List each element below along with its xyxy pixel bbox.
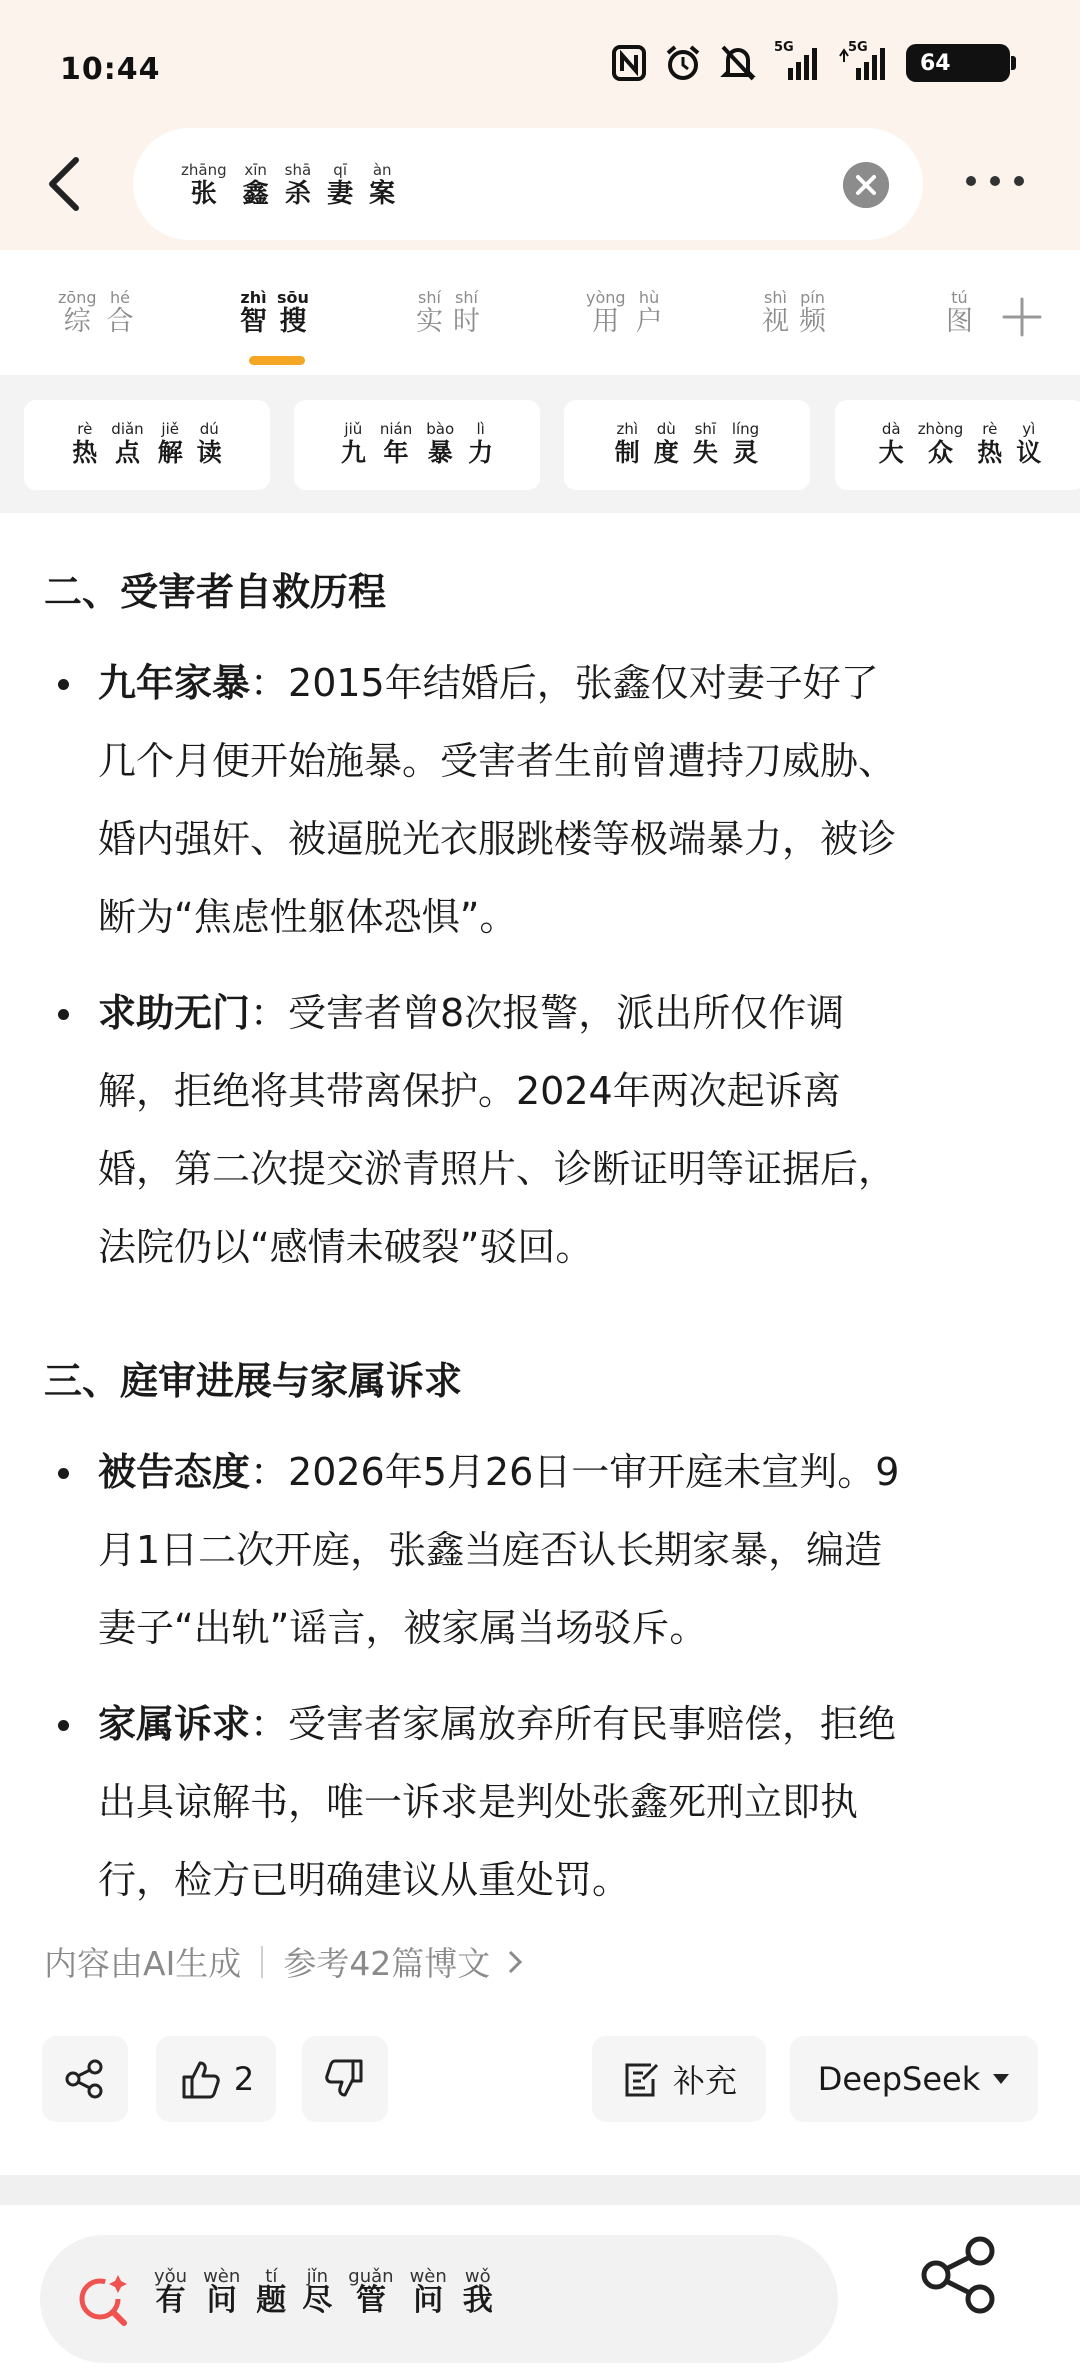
ruby-char (277, 290, 309, 338)
hanzi: 点 (114, 438, 140, 467)
hanzi: 视 (762, 306, 789, 337)
pinyin: yòng (586, 288, 626, 307)
list-item (98, 974, 1048, 1286)
hanzi: 尽 (302, 2283, 333, 2318)
pinyin: tú (951, 288, 968, 307)
signal-group-2 (838, 40, 888, 82)
hanzi: 问 (413, 2283, 444, 2318)
item-lead: 九年家暴 (98, 661, 251, 705)
search-tab[interactable] (416, 290, 480, 338)
ruby-char (181, 162, 227, 210)
item-line: 婚内强奸、被逼脱光衣服跳楼等极端暴力，被诊 (98, 817, 897, 861)
pinyin: jiě (161, 420, 179, 438)
item-lead: 被告态度 (98, 1450, 251, 1494)
nfc-icon (612, 45, 646, 81)
ruby-char (256, 2266, 287, 2318)
ruby-char (58, 290, 96, 338)
pinyin: lì (476, 420, 485, 438)
pinyin: jǐn (306, 2266, 328, 2287)
ruby-char (197, 421, 222, 469)
network-label-1: 5G (774, 40, 794, 55)
hanzi: 鑫 (242, 179, 269, 209)
ruby-char (409, 2266, 447, 2318)
status-icons (612, 40, 1010, 82)
pinyin: rè (982, 420, 998, 438)
pinyin: jiǔ (344, 420, 363, 438)
ruby-char (762, 290, 789, 338)
reference-link[interactable]: 参考42篇博文 (283, 1944, 491, 1983)
item-line: 法院仍以“感情未破裂”驳回。 (98, 1225, 594, 1269)
ruby-char (327, 162, 353, 210)
topic-chips-bar (0, 375, 1080, 513)
pinyin: dù (656, 420, 676, 438)
pinyin: dà (881, 420, 901, 438)
hanzi: 热 (977, 438, 1003, 467)
hanzi: 热 (72, 438, 98, 467)
ai-search-icon (74, 2269, 134, 2329)
item-lead: 求助无门 (98, 991, 251, 1035)
list-item (98, 1433, 1048, 1667)
pinyin: wèn (409, 2266, 447, 2287)
supplement-button[interactable] (592, 2036, 766, 2122)
share-icon (63, 2057, 107, 2101)
hanzi: 频 (799, 306, 826, 337)
network-label-2: 5G (848, 40, 868, 55)
tabs-bar (0, 250, 1080, 375)
answer-actions (0, 2036, 1080, 2126)
item-line: 解，拒绝将其带离保护。2024年两次起诉离 (98, 1069, 841, 1113)
ruby-char (586, 290, 626, 338)
topic-chip[interactable] (564, 400, 810, 490)
thumbs-down-icon (323, 2057, 367, 2101)
hanzi: 众 (927, 438, 953, 467)
search-input[interactable] (133, 128, 923, 240)
hanzi: 九 (340, 438, 366, 467)
item-line: 婚，第二次提交淤青照片、诊断证明等证据后， (98, 1147, 897, 1191)
ruby-char (341, 421, 366, 469)
pinyin: zhì (616, 420, 639, 438)
clear-search-icon[interactable] (843, 162, 889, 208)
item-line: 月1日二次开庭，张鑫当庭否认长期家暴，编造 (98, 1528, 883, 1572)
search-tab[interactable] (240, 290, 309, 338)
pinyin: zōng (58, 288, 97, 307)
pinyin: rè (77, 420, 93, 438)
bullet-dot (58, 1720, 78, 1740)
pinyin: shī (694, 420, 717, 438)
search-tab[interactable] (58, 290, 133, 338)
pinyin: shā (284, 161, 312, 179)
pinyin: shì (764, 288, 787, 307)
pinyin: tí (265, 2266, 278, 2287)
pinyin: zhāng (181, 161, 227, 179)
list-item (98, 644, 1048, 956)
divider (261, 1946, 263, 1978)
pinyin: hù (638, 288, 660, 307)
signal-group-1 (774, 40, 820, 82)
hanzi: 智 (240, 306, 267, 337)
ask-placeholder (154, 2266, 493, 2318)
pinyin: diǎn (111, 420, 144, 438)
pinyin: sōu (277, 288, 309, 307)
chevron-right-icon[interactable] (500, 1947, 530, 1977)
list-item (98, 1685, 1048, 1919)
hanzi: 暴 (427, 438, 453, 467)
ruby-char (654, 421, 679, 469)
topic-chip[interactable] (294, 400, 540, 490)
like-count: 2 (233, 2060, 255, 2098)
hanzi: 搜 (279, 306, 307, 337)
alarm-icon (664, 44, 702, 82)
ruby-char (468, 421, 493, 469)
hanzi: 合 (106, 306, 134, 337)
hanzi: 妻 (327, 179, 354, 209)
status-time: 10:44 (60, 52, 161, 87)
hanzi: 综 (63, 306, 91, 337)
ruby-char (615, 421, 640, 469)
add-tab-icon[interactable] (1000, 295, 1044, 339)
item-line: 断为“焦虑性躯体恐惧”。 (98, 895, 518, 939)
active-tab-indicator (249, 356, 305, 365)
bullet-dot (58, 1009, 78, 1029)
hanzi: 灵 (733, 438, 759, 467)
ruby-char (416, 290, 443, 338)
pinyin: zhòng (917, 420, 964, 438)
ruby-char (111, 421, 143, 469)
ruby-char (426, 421, 454, 469)
ruby-char (72, 421, 97, 469)
item-line: 妻子“出轨”谣言，被家属当场驳斥。 (98, 1606, 708, 1650)
source-row (44, 1938, 530, 1985)
status-bar (0, 0, 1080, 130)
hanzi: 有 (155, 2283, 186, 2318)
hanzi: 年 (383, 438, 409, 467)
hanzi: 解 (157, 438, 183, 467)
hanzi: 制 (614, 438, 640, 467)
item-line: 行，检方已明确建议从重处罚。 (98, 1858, 631, 1902)
hanzi: 用 (592, 306, 620, 337)
model-selector[interactable] (790, 2036, 1038, 2122)
hanzi: 大 (878, 438, 904, 467)
ruby-char (799, 290, 826, 338)
pinyin: bào (426, 420, 455, 438)
ruby-char (203, 2266, 241, 2318)
hanzi: 实 (416, 306, 443, 337)
ruby-char (636, 290, 663, 338)
pinyin: wèn (203, 2266, 241, 2287)
topic-chip[interactable] (835, 400, 1080, 490)
thumbs-up-icon (178, 2057, 222, 2101)
ruby-char (380, 421, 412, 469)
pinyin: wǒ (464, 2266, 491, 2287)
pinyin: zhì (240, 288, 267, 307)
hanzi: 议 (1016, 438, 1042, 467)
mute-bell-icon (720, 44, 756, 82)
back-arrow-icon[interactable] (38, 152, 94, 216)
ruby-char (946, 290, 973, 338)
item-line: ：受害者家属放弃所有民事赔偿，拒绝 (250, 1702, 897, 1746)
section-divider (0, 2175, 1080, 2205)
supplement-label: 补充 (672, 2062, 737, 2100)
pinyin: líng (731, 420, 760, 438)
section-title-2: 二、受害者自救历程 (44, 570, 387, 614)
search-query (181, 162, 395, 210)
hanzi: 张 (190, 179, 217, 209)
ruby-char (106, 290, 133, 338)
item-lead: 家属诉求 (98, 1702, 251, 1746)
pinyin: shí (455, 288, 478, 307)
ruby-char (154, 2266, 188, 2318)
hanzi: 失 (692, 438, 718, 467)
like-button[interactable] (156, 2036, 276, 2122)
ask-input[interactable] (40, 2235, 838, 2363)
hanzi: 管 (355, 2283, 386, 2318)
ruby-char (240, 290, 267, 338)
share-page-icon[interactable] (920, 2235, 1000, 2315)
ruby-char (918, 421, 964, 469)
hanzi: 时 (453, 306, 480, 337)
search-tab[interactable] (586, 290, 663, 338)
item-line: ：2026年5月26日一审开庭未宣判。9 (250, 1450, 900, 1494)
battery-indicator (906, 44, 1010, 82)
bullet-dot (58, 679, 78, 699)
pinyin: xīn (244, 161, 267, 179)
share-button[interactable] (42, 2036, 128, 2122)
ai-generated-note: 内容由AI生成 (44, 1944, 242, 1983)
pinyin: qī (333, 161, 347, 179)
item-line: 几个月便开始施暴。受害者生前曾遭持刀威胁、 (98, 739, 897, 783)
ruby-char (879, 421, 904, 469)
search-row (0, 128, 1080, 246)
topic-chip[interactable] (24, 400, 270, 490)
item-line: ：受害者曾8次报警，派出所仅作调 (250, 991, 845, 1035)
header-area (0, 0, 1080, 250)
pinyin: guǎn (348, 2266, 394, 2287)
pinyin: pín (800, 288, 825, 307)
dislike-button[interactable] (302, 2036, 388, 2122)
pinyin: shí (418, 288, 441, 307)
ruby-char (302, 2266, 333, 2318)
hanzi: 户 (635, 306, 663, 337)
hanzi: 力 (468, 438, 494, 467)
ruby-char (977, 421, 1002, 469)
ruby-char (732, 421, 759, 469)
ruby-char (1016, 421, 1041, 469)
section-title-3: 三、庭审进展与家属诉求 (44, 1359, 463, 1403)
ruby-char (158, 421, 183, 469)
hanzi: 杀 (284, 179, 311, 209)
pinyin: yǒu (154, 2266, 188, 2287)
battery-level: 64 (920, 50, 951, 76)
hanzi: 题 (256, 2283, 287, 2318)
ruby-char (243, 162, 269, 210)
search-tab[interactable] (946, 290, 973, 338)
pinyin: àn (372, 161, 392, 179)
pinyin: nián (379, 420, 413, 438)
ruby-char (462, 2266, 493, 2318)
pinyin: dú (199, 420, 219, 438)
hanzi: 问 (206, 2283, 237, 2318)
model-name: DeepSeek (817, 2060, 981, 2098)
more-options-icon[interactable] (966, 176, 1036, 196)
ruby-char (285, 162, 312, 210)
ruby-char (348, 2266, 394, 2318)
pinyin: yì (1022, 420, 1036, 438)
bullet-dot (58, 1468, 78, 1488)
item-line: 出具谅解书，唯一诉求是判处张鑫死刑立即执 (98, 1780, 859, 1824)
ruby-char (693, 421, 718, 469)
bottom-bar (0, 2205, 1080, 2375)
pinyin: hé (109, 288, 130, 307)
search-tab[interactable] (762, 290, 826, 338)
ruby-char (369, 162, 395, 210)
caret-down-icon (992, 2073, 1010, 2085)
hanzi: 图 (946, 306, 973, 337)
hanzi: 度 (653, 438, 679, 467)
edit-note-icon (621, 2059, 661, 2099)
hanzi: 我 (462, 2283, 493, 2318)
item-line: ：2015年结婚后，张鑫仅对妻子好了 (250, 661, 879, 705)
ruby-char (453, 290, 480, 338)
hanzi: 读 (196, 438, 222, 467)
hanzi: 案 (369, 179, 396, 209)
